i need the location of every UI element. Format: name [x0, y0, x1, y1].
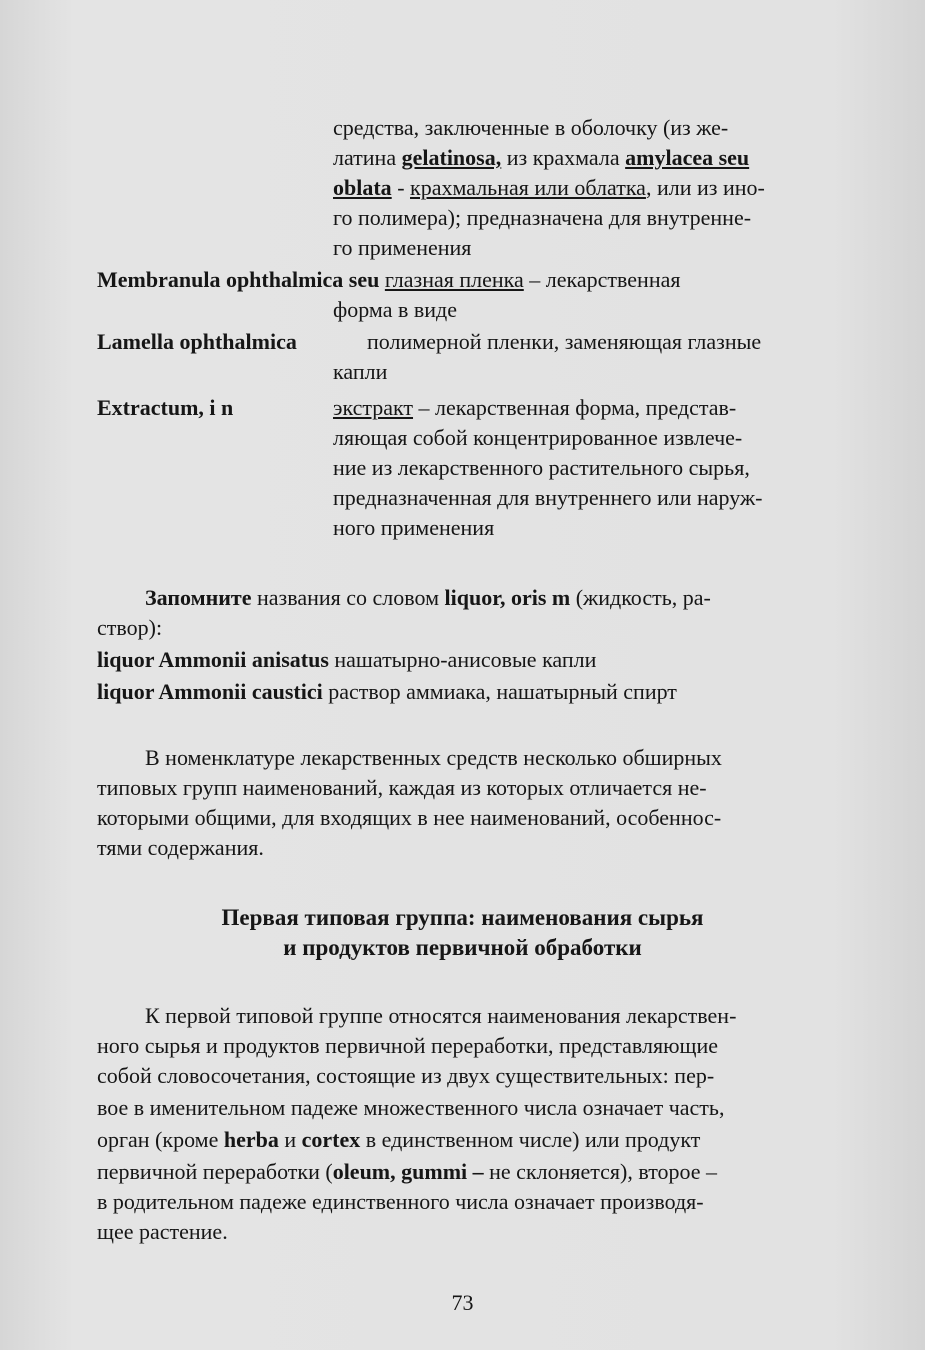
section-heading-line-2: и продуктов первичной обработки — [283, 935, 642, 960]
entry-extractum-def-4: предназначенная для внутреннего или наруж- — [333, 485, 763, 510]
remember-item-1: liquor Ammonii anisatus нашатырно-анисовые капли — [97, 647, 597, 672]
para2-line-4: вое в именительном падеже множественного числа означает часть, — [97, 1095, 725, 1120]
para2-line-3: собой словосочетания, состоящие из двух существительных: пер- — [97, 1063, 715, 1088]
entry-extractum-def-3: ние из лекарственного растительного сырья, — [333, 455, 750, 480]
remember-line-2: створ): — [97, 615, 163, 640]
para1-line-2: типовых групп наименований, каждая из которых отличается не- — [97, 775, 707, 800]
entry-lamella-def-1: полимерной пленки, заменяющая глазные — [367, 329, 762, 354]
entry-extractum-def-5: ного применения — [333, 515, 495, 540]
entry-membranula: Membranula ophthalmica seu глазная пленка – лекарственная — [97, 267, 681, 292]
continuation-line-2: латина gelatinosa, из крахмала amylacea seu — [333, 145, 750, 170]
page-number: 73 — [451, 1290, 474, 1315]
para1-line-3: которыми общими, для входящих в нее наименований, особеннос- — [97, 805, 722, 830]
para2-line-5: орган (кроме herba и cortex в единственном числе) или продукт — [97, 1127, 701, 1152]
entry-extractum-def-2: ляющая собой концентрированное извлече- — [333, 425, 743, 450]
para2-line-1: К первой типовой группе относятся наименования лекарствен- — [145, 1003, 737, 1028]
entry-term: Membranula ophthalmica seu — [97, 267, 380, 292]
remember-line-1: Запомните названия со словом liquor, oris m (жидкость, ра- — [145, 585, 711, 610]
continuation-line-3: oblata - крахмальная или облатка, или из ино- — [333, 175, 765, 200]
para1-line-1: В номенклатуре лекарственных средств несколько обширных — [145, 745, 722, 770]
entry-extractum-term: Extractum, i n — [97, 395, 234, 420]
section-heading-line-1: Первая типовая группа: наименования сырья — [221, 905, 704, 930]
continuation-line-4: го полимера); предназначена для внутренне- — [333, 205, 752, 230]
entry-lamella-term: Lamella ophthalmica — [97, 329, 297, 354]
entry-membranula-def-2: форма в виде — [333, 297, 457, 322]
continuation-line-1: средства, заключенные в оболочку (из же- — [333, 115, 729, 140]
para2-line-7: в родительном падеже единственного числа означает производя- — [97, 1189, 704, 1214]
para2-line-2: ного сырья и продуктов первичной переработки, представляющие — [97, 1033, 718, 1058]
entry-lamella-def-2: капли — [333, 359, 388, 384]
para2-line-8: щее растение. — [97, 1219, 228, 1244]
remember-item-2: liquor Ammonii caustici раствор аммиака, нашатырный спирт — [97, 679, 677, 704]
entry-extractum-def-1: экстракт – лекарственная форма, представ- — [333, 395, 737, 420]
continuation-line-5: го применения — [333, 235, 472, 260]
para2-line-6: первичной переработки (oleum, gummi – не склоняется), второе – — [97, 1159, 718, 1184]
para1-line-4: тями содержания. — [97, 835, 264, 860]
